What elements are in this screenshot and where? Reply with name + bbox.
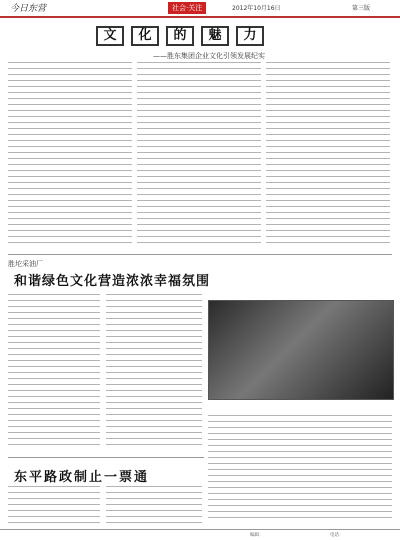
article-text-column (137, 62, 261, 247)
article-text-column (8, 486, 100, 524)
article-text-column (106, 294, 202, 449)
article-text-column (266, 62, 390, 247)
newspaper-logo: 今日东营 (10, 4, 47, 14)
newspaper-header (0, 0, 400, 18)
article-text-column (106, 486, 202, 524)
news-photo (208, 300, 394, 400)
title-character: 力 (236, 26, 264, 46)
article-text-column (208, 415, 392, 523)
footer-phone: 电话： (330, 533, 344, 538)
article-headline: 东平路政制止一票通 (14, 470, 150, 485)
title-character: 的 (166, 26, 194, 46)
title-character: 化 (131, 26, 159, 46)
section-divider (8, 457, 204, 458)
section-label: 社会·关注 (168, 2, 206, 14)
feature-subtitle: ——胜东集团企业文化引领发展纪实 (153, 52, 265, 60)
article-kicker: 胜坨采油厂 (8, 260, 43, 268)
section-divider (8, 254, 392, 255)
publication-date: 2012年10月16日 (232, 5, 281, 12)
title-character: 魅 (201, 26, 229, 46)
article-text-column (8, 62, 132, 247)
page-footer (0, 529, 400, 540)
article-headline: 和谐绿色文化营造浓浓幸福氛围 (14, 274, 211, 289)
page-number: 第三版 (352, 5, 371, 12)
article-text-column (8, 294, 100, 449)
feature-title (96, 24, 302, 44)
title-character: 文 (96, 26, 124, 46)
footer-editor: 编辑： (250, 533, 264, 538)
